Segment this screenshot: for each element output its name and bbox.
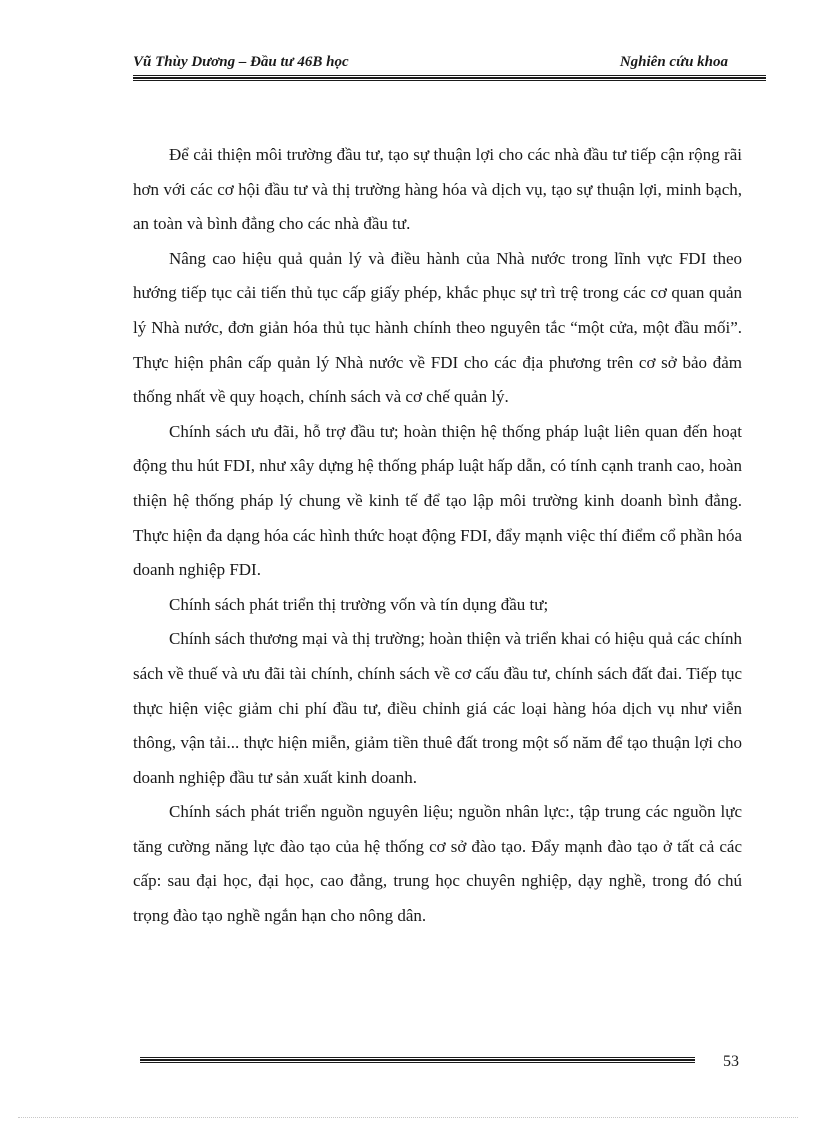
body-text bbox=[133, 138, 742, 934]
paragraph: Nâng cao hiệu quả quản lý và điều hành của Nhà nước trong lĩnh vực FDI theo hướng tiếp tục cải tiến thủ tục cấp giấy phép, khắc phục sự trì trệ trong các cơ quan quản lý Nhà nước, đơn giản hóa thủ tục hành chính theo nguyên tắc “một cửa, một đầu mối”. Thực hiện phân cấp quản lý Nhà nước về FDI cho các địa phương trên cơ sở bảo đảm thống nhất về quy hoạch, chính sách và cơ chế quản lý. bbox=[133, 248, 742, 407]
footer-rule bbox=[140, 1062, 695, 1063]
paragraph: Chính sách phát triển nguồn nguyên liệu; nguồn nhân lực:, tập trung các nguồn lực tăng cường năng lực đào tạo của hệ thống cơ sở đào tạo. Đẩy mạnh đào tạo ở tất cả các cấp: sau đại học, đại học, cao đẳng, trung học chuyên nghiệp, dạy nghề, trong đó chú trọng đào tạo nghề ngắn hạn cho nông dân. bbox=[133, 802, 742, 926]
header-document-type: Nghiên cứu khoa bbox=[619, 54, 728, 70]
footer-rule bbox=[140, 1059, 695, 1061]
paragraph: Chính sách ưu đãi, hỗ trợ đầu tư; hoàn thiện hệ thống pháp luật liên quan đến hoạt động thu hút FDI, như xây dựng hệ thống pháp luật hấp dẫn, có tính cạnh tranh cao, hoàn thiện hệ thống pháp lý chung về kinh tế để tạo lập môi trường kinh doanh bình đẳng. Thực hiện đa dạng hóa các hình thức hoạt động FDI, đẩy mạnh việc thí điểm cổ phần hóa doanh nghiệp FDI. bbox=[133, 421, 743, 580]
footer-rule bbox=[140, 1057, 695, 1058]
paragraph: Chính sách phát triển thị trường vốn và tín dụng đầu tư; bbox=[169, 594, 549, 614]
paragraph: Chính sách thương mại và thị trường; hoàn thiện và triển khai có hiệu quả các chính sách về thuế và ưu đãi tài chính, chính sách về cơ cấu đầu tư, chính sách đất đai. Tiếp tục thực hiện việc giảm chi phí đầu tư, điều chỉnh giá các loại hàng hóa dịch vụ như viễn thông, vận tải... thực hiện miễn, giảm tiền thuê đất trong một số năm để tạo thuận lợi cho doanh nghiệp đầu tư sản xuất kinh doanh. bbox=[133, 629, 742, 787]
page-number: 53 bbox=[723, 1053, 739, 1070]
header-author-title: Vũ Thùy Dương – Đầu tư 46B học bbox=[133, 54, 349, 70]
paragraph: Để cải thiện môi trường đầu tư, tạo sự thuận lợi cho các nhà đầu tư tiếp cận rộng rãi hơn với các cơ hội đầu tư và thị trường hàng hóa và dịch vụ, tạo sự thuận lợi, minh bạch, an toàn và bình đẳng cho các nhà đầu tư. bbox=[133, 145, 742, 234]
header-rule bbox=[133, 80, 766, 81]
page-edge-dotted-line bbox=[18, 1117, 798, 1118]
header-rule bbox=[133, 77, 766, 79]
header-rule bbox=[133, 75, 766, 76]
